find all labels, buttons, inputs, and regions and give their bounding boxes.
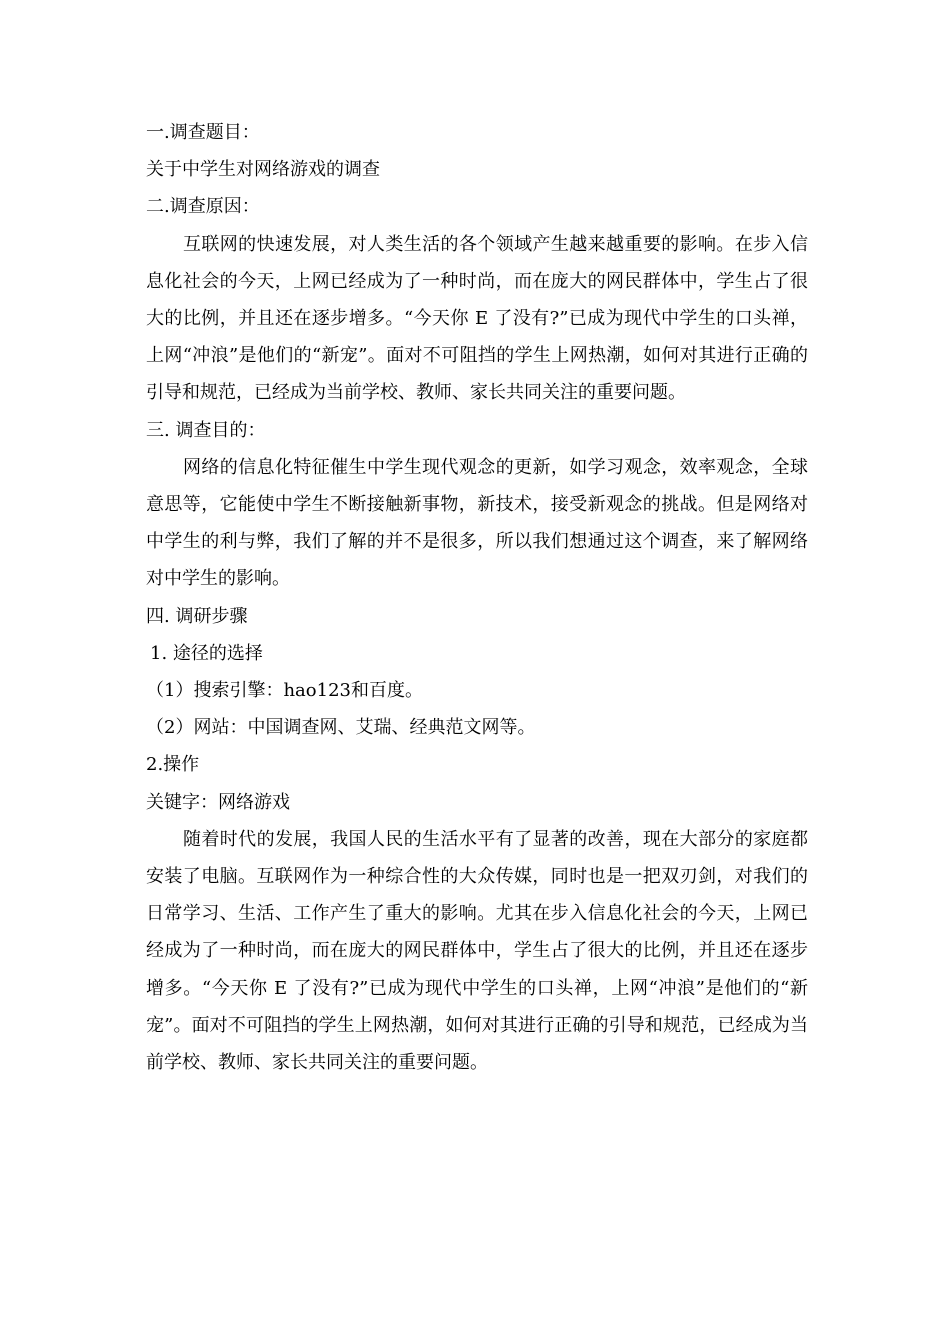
paragraph-purpose: 网络的信息化特征催生中学生现代观念的更新，如学习观念，效率观念，全球意思等，它能使中学生不断接触新事物，新技术，接受新观念的挑战。但是网络对中学生的利与弊，我们了解的并不是很多，所以我们想通过这个调查，来了解网络对中学生的影响。	[146, 456, 808, 590]
step-2-heading: 2.操作	[146, 754, 200, 776]
keyword-line: 关键字：网络游戏	[146, 791, 290, 813]
section-heading-4: 四. 调研步骤	[146, 605, 248, 627]
step-1-item-b: （2）网站：中国调查网、艾瑞、经典范文网等。	[146, 717, 536, 739]
step-1-heading: 1. 途径的选择	[150, 642, 263, 664]
section-heading-3: 三. 调查目的：	[146, 419, 266, 441]
document-body	[146, 114, 808, 1081]
paragraph-body: 随着时代的发展，我国人民的生活水平有了显著的改善，现在大部分的家庭都安装了电脑。互联网作为一种综合性的大众传媒，同时也是一把双刃剑，对我们的日常学习、生活、工作产生了重大的影响。尤其在步入信息化社会的今天，上网已经成为了一种时尚，而在庞大的网民群体中，学生占了很大的比例，并且还在逐步增多。“今天你 E 了没有?”已成为现代中学生的口头禅，上网“冲浪”是他们的“新宠”。面对不可阻挡的学生上网热潮，如何对其进行正确的引导和规范，已经成为当前学校、教师、家长共同关注的重要问题。	[146, 828, 808, 1074]
step-1-item-a: （1）搜索引擎：hao123和百度。	[146, 680, 423, 702]
section-heading-1: 一.调查题目：	[146, 122, 260, 143]
paragraph-reason: 互联网的快速发展，对人类生活的各个领域产生越来越重要的影响。在步入信息化社会的今天，上网已经成为了一种时尚，而在庞大的网民群体中，学生占了很大的比例，并且还在逐步增多。“今天你 E 了没有?”已成为现代中学生的口头禅，上网“冲浪”是他们的“新宠”。面对不可阻挡的学生上网热潮，如何对其进行正确的引导和规范，已经成为当前学校、教师、家长共同关注的重要问题。	[146, 233, 808, 404]
section-heading-2: 二.调查原因：	[146, 196, 260, 218]
survey-topic: 关于中学生对网络游戏的调查	[146, 159, 380, 181]
